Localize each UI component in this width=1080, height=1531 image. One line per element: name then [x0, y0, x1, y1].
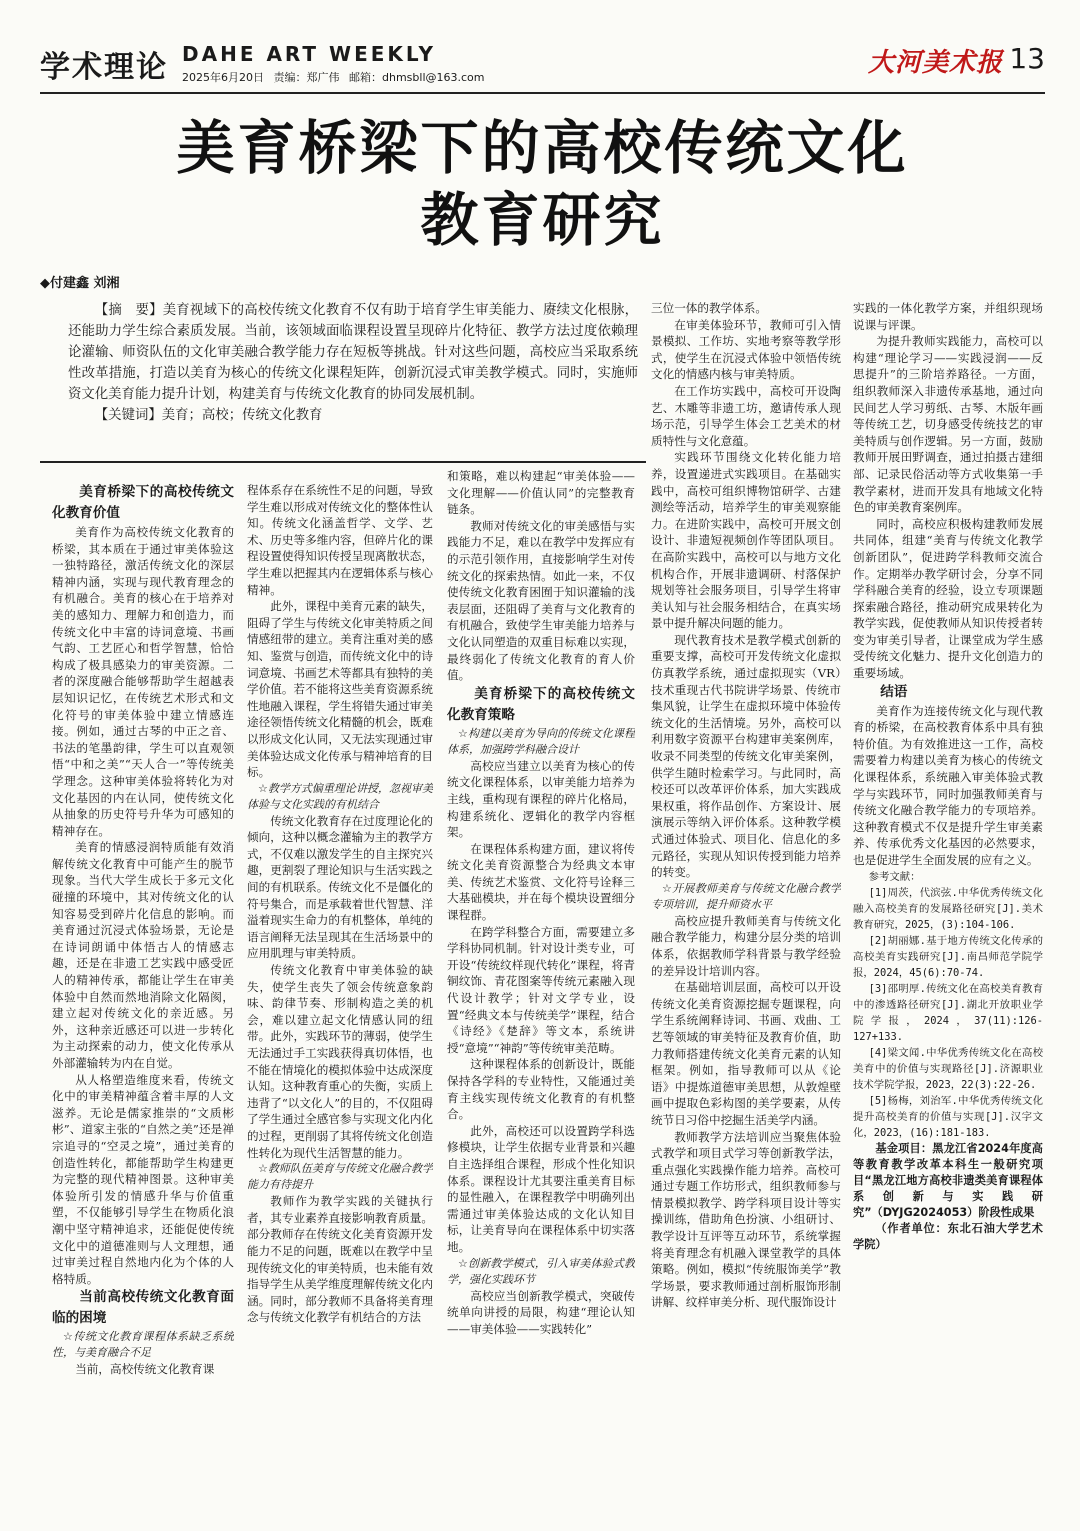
paragraph: 此外，高校还可以设置跨学科选修模块，让学生依据专业背景和兴趣自主选择组合课程，形成个性化知识体系。课程设计尤其要注重美育目标的显性融入，在课程教学中明确列出需通过审美体验达成的文化认知目标，让美育导向在课程体系中切实落地。 [447, 1123, 635, 1254]
paragraph: 高校应提升教师美育与传统文化融合教学能力，构建分层分类的培训体系，依据教师学科背景与教学经验的差异设计培训内容。 [651, 913, 841, 978]
reference-item: [2]胡丽娜.基于地方传统文化传承的高校美育实践研究[J].南昌师范学院学报，2024，45(6):70-74. [853, 934, 1043, 979]
subheading: ☆传统文化教育课程体系缺乏系统性，与美育融合不足 [52, 1330, 234, 1360]
paragraph: 同时，高校应积极构建教师发展共同体，组建“美育与传统文化教学创新团队”，促进跨学科教师交流合作。定期举办教学研讨会，分享不同学科融合美育的经验，设立专项课题探索融合路径，推动研究成果转化为教学实践，促使教师从知识传授者转变为审美引导者，让课堂成为学生感受传统文化魅力、提升文化创造力的重要场域。 [853, 516, 1043, 681]
paragraph: 美育作为高校传统文化教育的桥梁，其本质在于通过审美体验这一独特路径，激活传统文化的深层精神内涵，实现与现代教育理念的有机融合。美育的核心在于培养对美的感知力、理解力和创造力，而传统文化中丰富的诗词意境、书画气韵、工艺匠心和哲学智慧，恰恰构成了极具感染力的审美资源。二者的深度融合能够帮助学生超越表层知识记忆，在传统艺术形式和文化符号的审美体验中建立情感连接。例如，通过古琴的中正之音、书法的笔墨韵律，学生可以直观领悟“中和之美”“天人合一”等传统美学理念。这种审美体验将转化为对文化基因的内在认同，使传统文化从抽象的历史符号升华为可感知的精神存在。 [52, 525, 234, 838]
paragraph: 在课程体系构建方面，建议将传统文化美育资源整合为经典文本审美、传统艺术鉴赏、文化符号诠释三大基础模块，并在每个模块设置细分课程群。 [447, 841, 635, 923]
heading-conclusion: 结语 [880, 683, 908, 700]
paragraph: 美育作为连接传统文化与现代教育的桥梁，在高校教育体系中具有独特价值。为有效推进这一工作，高校需要着力构建以美育为核心的传统文化课程体系，系统融入审美体验式教学与实践环节，同时加强教师美育与传统文化融合教学能力的专项培养。这种教育模式不仅是提升学生审美素养、传承优秀文化基因的必然要求，也是促进学生全面发展的应有之义。 [853, 703, 1043, 867]
paragraph: 高校应当创新教学模式，突破传统单向讲授的局限，构建“理论认知——审美体验——实践转化” [447, 1288, 635, 1336]
subheading: ☆创新教学模式，引入审美体验式教学，强化实践环节 [447, 1256, 635, 1286]
title-line-1: 美育桥梁下的高校传统文化 [176, 114, 909, 182]
english-masthead: DAHE ART WEEKLY [182, 42, 437, 66]
paragraph: 教师作为教学实践的关键执行者，其专业素养直接影响教育质量。部分教师存在传统文化美育资源开发能力不足的问题，既难以在教学中呈现传统文化的审美特质，也未能有效指导学生从美学维度理解传统文化内涵。同时，部分教师不具备将美育理念与传统文化教学有机结合的方法 [247, 1194, 433, 1325]
paragraph: 实践环节围绕文化转化能力培养，设置递进式实践项目。在基础实践中，高校可组织博物馆研学、古建测绘等活动，培养学生的审美观察能力。在进阶实践中，高校可开展文创设计、非遗短视频创作等团队项目。在高阶实践中，高校可以与地方文化机构合作，开展非遗调研、村落保护规划等社会服务项目，引导学生将审美认知与社会服务相结合，在真实场景中提升解决问题的能力。 [651, 450, 841, 631]
column-4 [651, 300, 841, 1512]
reference-item: [1]周茨，代滨弦.中华优秀传统文化融入高校美育的发展路径研究[J].美术教育研究，2025，(3):104-106. [853, 886, 1043, 931]
reference-item: [4]梁文闻.中华优秀传统文化在高校美育中的价值与实现路径[J].济源职业技术学院学报，2023，22(3):22-26. [853, 1046, 1043, 1091]
paragraph: 为提升教师实践能力，高校可以构建“理论学习——实践浸润——反思提升”的三阶培养路径。一方面，组织教师深入非遗传承基地，通过向民间艺人学习剪纸、古琴、木版年画等传统工艺，切身感受传统技艺的审美特质与创作逻辑。另一方面，鼓励教师开展田野调查，通过拍摄古建细部、记录民俗活动等方式收集第一手教学素材，进而开发具有地域文化特色的审美教育案例库。 [853, 334, 1043, 515]
paragraph: 实践的一体化教学方案，并组织现场说课与评课。 [853, 301, 1043, 332]
paragraph: 传统文化教育中审美体验的缺失，使学生丧失了领会传统意象韵味、韵律节奏、形制构造之美的机会，难以建立起文化情感认同的纽带。此外，实践环节的薄弱，使学生无法通过手工实践获得真切体悟，也不能在情境化的模拟体验中达成深度认知。这种教育重心的失衡，实质上违背了“以文化人”的目的，不仅阻碍了学生通过全感官参与实现文化内化的过程，更削弱了其将传统文化创造性转化为现代生活智慧的能力。 [247, 963, 433, 1160]
paragraph: 程体系存在系统性不足的问题，导致学生难以形成对传统文化的整体性认知。传统文化涵盖哲学、文学、艺术、历史等多维内容，但碎片化的课程设置使得知识传授呈现离散状态，学生难以把握其内在逻辑体系与核心精神。 [247, 483, 433, 597]
subheading: ☆教师队伍美育与传统文化融合教学能力有待提升 [247, 1162, 433, 1192]
paragraph: 教师教学方法培训应当聚焦体验式教学和项目式学习等创新教学法，重点强化实践操作能力培养。高校可通过专题工作坊形式，组织教师参与情景模拟教学、跨学科项目设计等实操训练，借助角色扮演、小组研讨、教学设计互评等互动环节，系统掌握将美育理念有机融入课堂教学的具体策略。例如，模拟“传统服饰美学”教学场景，要求教师通过剖析服饰形制讲解、纹样审美分析、现代服饰设计 [651, 1129, 841, 1310]
article-title [40, 112, 1045, 256]
abstract-text: 【摘 要】美育视域下的高校传统文化教育不仅有助于培育学生审美能力、赓续文化根脉，还能助力学生综合素质发展。当前，该领域面临课程设置呈现碎片化特征、教学方法过度依赖理论灌输、师资队伍的文化审美融合教学能力存在短板等挑战。针对这些问题，高校应当采取系统性改革措施，打造以美育为核心的传统文化课程矩阵，创新沉浸式审美教学模式。同时，实施师资文化美育能力提升计划，构建美育与传统文化教育的协同发展机制。 [68, 303, 638, 402]
paragraph: 从人格塑造维度来看，传统文化中的审美精神蕴含着丰厚的人文滋养。无论是儒家推崇的“文质彬彬”、道家主张的“自然之美”还是禅宗追寻的“空灵之境”，通过美育的创造性转化，都能帮助学生构建更为完整的现代精神图景。这种审美体验所引发的情感升华与价值重塑，不仅能够引导学生在物质化浪潮中坚守精神追求，还能促使传统文化中的道德准则与人文理想，通过审美过程自然地内化为个体的人格特质。 [52, 1072, 234, 1286]
abstract-rule [40, 461, 646, 463]
reference-item: [3]邵明厚.传统文化在高校美育教育中的渗透路径研究[J].湖北开放职业学院学报，2024，37(11):126-127+133. [853, 982, 1043, 1043]
section-title: 学术理论 [40, 50, 168, 85]
page-number: 13 [1009, 42, 1045, 75]
heading-value: 美育桥梁下的高校传统文化教育价值 [52, 484, 234, 521]
references-title: 参考文献： [868, 870, 921, 883]
paragraph: 传统文化教育存在过度理论化的倾向，这种以概念灌输为主的教学方式，不仅难以激发学生的自主探究兴趣，更割裂了理论知识与生活实践之间的有机联系。传统文化不是僵化的符号集合，而是承载着世代智慧、洋溢着现实生命力的有机整体，单纯的语言阐释无法呈现其在生活场景中的应用肌理与审美特质。 [247, 813, 433, 961]
keywords: 【关键词】美育；高校；传统文化教育 [94, 408, 323, 423]
abstract [68, 300, 638, 426]
paragraph: 在基础培训层面，高校可以开设传统文化美育资源挖掘专题课程，向学生系统阐释诗词、书画、戏曲、工艺等领域的审美特征及教育价值，助力教师搭建传统文化美育元素的认知框架。例如，指导教师可以从《论语》中提炼道德审美思想，从敦煌壁画中提取色彩构图的美学要素，从传统节日习俗中挖掘生活美学内涵。 [651, 980, 841, 1127]
subheading: ☆构建以美育为导向的传统文化课程体系，加强跨学科融合设计 [447, 726, 635, 756]
editor: 责编：郑广伟 [273, 71, 340, 84]
paragraph: 高校应当建立以美育为核心的传统文化课程体系，以审美能力培养为主线，重构现有课程的碎片化格局，构建系统化、逻辑化的教学内容框架。 [447, 758, 635, 840]
paragraph: 此外，课程中美育元素的缺失，阻碍了学生与传统文化审美特质之间情感纽带的建立。美育注重对美的感知、鉴赏与创造，而传统文化中的诗词意境、书画艺术等都具有独特的美学价值。若不能将这些美育资源系统性地融入课程，学生将错失通过审美途径领悟传统文化精髓的机会，既难以形成文化认同，又无法实现通过审美体验达成文化传承与精神培育的目标。 [247, 599, 433, 780]
column-3 [447, 468, 635, 1512]
column-2 [247, 482, 433, 1512]
brand-logo: 大河美术报 [867, 48, 1003, 78]
column-5 [853, 300, 1043, 1512]
column-1 [52, 482, 234, 1512]
references [853, 869, 1043, 1141]
paragraph: 在工作坊实践中，高校可开设陶艺、木雕等非遗工坊，邀请传承人现场示范，引导学生体会工艺美术的材质特性与文化意蕴。 [651, 383, 841, 448]
paragraph: 在跨学科整合方面，需要建立多学科协同机制。针对设计类专业，可开设“传统纹样现代转化”课程，将青铜纹饰、青花图案等传统元素融入现代设计教学；针对文学专业，设置“经典文本与传统美学”课程，结合《诗经》《楚辞》等文本，系统讲授“意境”“神韵”等传统审美范畴。 [447, 924, 635, 1055]
issue-date: 2025年6月20日 [182, 71, 264, 84]
paragraph: 在审美体验环节，教师可引入情景模拟、工作坊、实地考察等教学形式，使学生在沉浸式体验中领悟传统文化的情感内核与审美特质。 [651, 317, 841, 382]
header-meta [182, 69, 490, 85]
fund-info: 基金项目：黑龙江省2024年度高等教育教学改革本科生一般研究项目“黑龙江地方高校非遗类美育课程体系创新与实践研究”（DYJG2024053）阶段性成果 [853, 1141, 1043, 1219]
heading-difficulty: 当前高校传统文化教育面临的困境 [52, 1289, 234, 1327]
author-affiliation: （作者单位：东北石油大学艺术学院） [853, 1221, 1043, 1251]
paragraph: 三位一体的教学体系。 [651, 301, 767, 315]
page-header [40, 42, 1045, 88]
paragraph: 当前，高校传统文化教育课 [75, 1362, 215, 1377]
author: ◆付建鑫 刘湘 [40, 276, 120, 291]
paragraph: 和策略，难以构建起“审美体验——文化理解——价值认同”的完整教育链条。 [447, 469, 635, 517]
subheading: ☆教学方式偏重理论讲授，忽视审美体验与文化实践的有机结合 [247, 781, 433, 811]
paragraph: 教师对传统文化的审美感悟与实践能力不足，难以在教学中发挥应有的示范引领作用，直接影响学生对传统文化的探索热情。如此一来，不仅使传统文化教育困囿于知识灌输的浅表层面，还阻碍了美育与文化教育的有机融合，致使学生审美能力培养与文化认同塑造的双重目标难以实现，最终弱化了传统文化教育的育人价值。 [447, 518, 635, 683]
paragraph: 现代教育技术是教学模式创新的重要支撑，高校可开发传统文化虚拟仿真教学系统，通过虚拟现实（VR）技术重现古代书院讲学场景、传统市集风貌，让学生在虚拟环境中体验传统文化的生活情境。另外，高校可以利用数字资源平台构建审美案例库，收录不同类型的传统文化审美案例，供学生随时检索学习。与此同时，高校还可以改革评价体系，加大实践成果权重，将作品创作、方案设计、展演展示等纳入评价体系。这种教学模式通过体验式、项目化、信息化的多元路径，实现从知识传授到能力培养的转变。 [651, 632, 841, 880]
email: 邮箱：dhmsbll@163.com [349, 71, 485, 84]
reference-item: [5]杨梅，刘治军.中华优秀传统文化提升高校美育的价值与实现[J].汉字文化，2023，(16):181-183. [853, 1094, 1043, 1139]
header-rule [40, 92, 1045, 94]
subheading: ☆开展教师美育与传统文化融合教学专项培训，提升师资水平 [651, 881, 841, 911]
paragraph: 这种课程体系的创新设计，既能保持各学科的专业特性，又能通过美育主线实现传统文化教育的有机整合。 [447, 1057, 635, 1122]
heading-strategy: 美育桥梁下的高校传统文化教育策略 [447, 685, 635, 723]
paragraph: 美育的情感浸润特质能有效消解传统文化教育中可能产生的脱节现象。当代大学生成长于多元文化碰撞的环境中，其对传统文化的认知容易受到碎片化信息的影响。而美育通过沉浸式体验场景，无论是在诗词朗诵中体悟古人的情感志趣，还是在非遗工艺实践中感受匠人的精神传承，都能让学生在审美体验中自然而然地消除文化隔阂，建立起对传统文化的亲近感。另外，这种亲近感还可以进一步转化为主动探索的动力，使文化传承从外部灌输转为内在自觉。 [52, 840, 234, 1070]
title-line-2: 教育研究 [420, 186, 665, 254]
